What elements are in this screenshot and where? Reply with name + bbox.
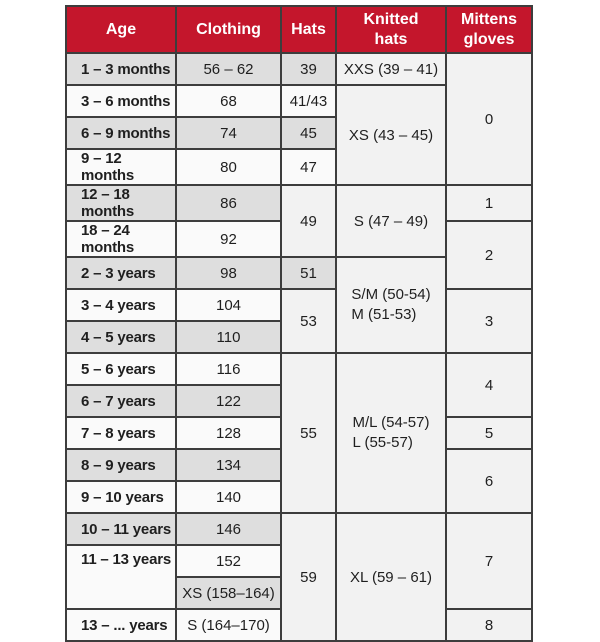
knitted-hats-cell: XXS (39 – 41) (336, 53, 446, 85)
table-row (66, 513, 532, 545)
hats-cell: 53 (281, 289, 336, 353)
clothing-cell: 146 (176, 513, 281, 545)
knitted-hats-cell: S (47 – 49) (336, 185, 446, 257)
header-row (66, 6, 532, 53)
age-cell: 18 – 24 months (66, 221, 176, 257)
hats-cell: 51 (281, 257, 336, 289)
mittens-cell: 8 (446, 609, 532, 641)
mittens-cell: 4 (446, 353, 532, 417)
age-cell: 6 – 9 months (66, 117, 176, 149)
header-knitted-hats (336, 6, 446, 53)
age-cell: 6 – 7 years (66, 385, 176, 417)
header-clothing: Clothing (176, 6, 281, 53)
knitted-hats-label: M/L (54-57) L (55-57) (352, 413, 430, 451)
clothing-cell: 74 (176, 117, 281, 149)
clothing-cell: 128 (176, 417, 281, 449)
clothing-cell: 122 (176, 385, 281, 417)
age-cell: 12 – 18 months (66, 185, 176, 221)
knitted-hats-label: S/M (50-54) M (51-53) (351, 285, 431, 323)
hats-cell: 39 (281, 53, 336, 85)
knitted-hats-cell (336, 257, 446, 353)
table-row (66, 185, 532, 221)
clothing-cell: 56 – 62 (176, 53, 281, 85)
age-cell: 3 – 6 months (66, 85, 176, 117)
mittens-cell: 0 (446, 53, 532, 185)
header-hats: Hats (281, 6, 336, 53)
clothing-cell: 86 (176, 185, 281, 221)
knitted-hats-cell: XL (59 – 61) (336, 513, 446, 641)
mittens-cell: 1 (446, 185, 532, 221)
clothing-cell: XS (158–164) (176, 577, 281, 609)
age-cell: 3 – 4 years (66, 289, 176, 321)
age-cell: 8 – 9 years (66, 449, 176, 481)
clothing-cell: 140 (176, 481, 281, 513)
table-row (66, 289, 532, 321)
mittens-cell: 6 (446, 449, 532, 513)
knitted-hats-cell: XS (43 – 45) (336, 85, 446, 185)
size-chart (65, 5, 533, 642)
header-mittens-gloves (446, 6, 532, 53)
clothing-cell: 116 (176, 353, 281, 385)
age-cell: 9 – 10 years (66, 481, 176, 513)
hats-cell: 59 (281, 513, 336, 641)
clothing-cell: 134 (176, 449, 281, 481)
clothing-cell: 110 (176, 321, 281, 353)
knitted-hats-cell (336, 353, 446, 513)
table-row (66, 53, 532, 85)
age-cell: 4 – 5 years (66, 321, 176, 353)
age-cell: 1 – 3 months (66, 53, 176, 85)
age-cell: 7 – 8 years (66, 417, 176, 449)
header-mittens-gloves-label: Mittens gloves (461, 10, 517, 48)
age-cell: 10 – 11 years (66, 513, 176, 545)
header-knitted-hats-label: Knitted hats (363, 10, 419, 48)
hats-cell: 49 (281, 185, 336, 257)
clothing-cell: 92 (176, 221, 281, 257)
clothing-cell: 68 (176, 85, 281, 117)
hats-cell: 45 (281, 117, 336, 149)
age-cell: 13 – ... years (66, 609, 176, 641)
age-cell: 2 – 3 years (66, 257, 176, 289)
mittens-cell: 3 (446, 289, 532, 353)
age-cell: 11 – 13 years (66, 545, 176, 609)
hats-cell: 47 (281, 149, 336, 185)
clothing-cell: 80 (176, 149, 281, 185)
age-cell: 9 – 12 months (66, 149, 176, 185)
clothing-cell: 104 (176, 289, 281, 321)
header-age: Age (66, 6, 176, 53)
mittens-cell: 5 (446, 417, 532, 449)
clothing-cell: S (164–170) (176, 609, 281, 641)
size-chart-table (65, 5, 533, 642)
mittens-cell: 2 (446, 221, 532, 289)
mittens-cell: 7 (446, 513, 532, 609)
clothing-cell: 152 (176, 545, 281, 577)
table-row (66, 353, 532, 385)
hats-cell: 41/43 (281, 85, 336, 117)
hats-cell: 55 (281, 353, 336, 513)
clothing-cell: 98 (176, 257, 281, 289)
age-cell: 5 – 6 years (66, 353, 176, 385)
